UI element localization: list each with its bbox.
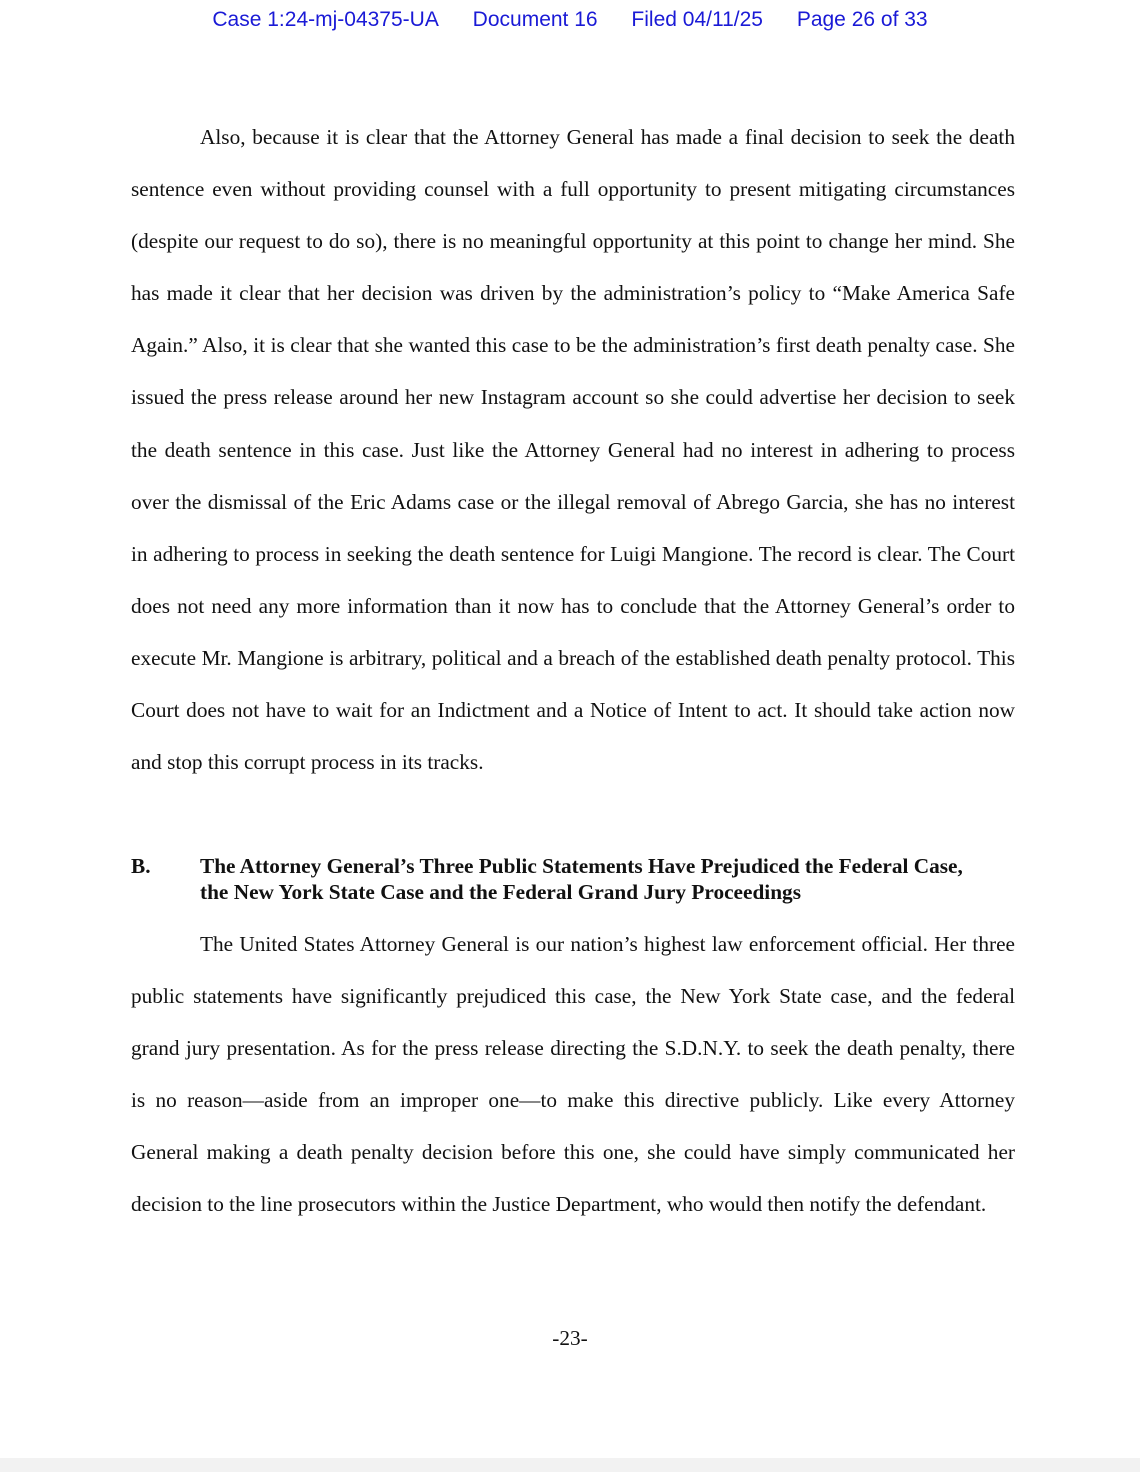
filed-date: Filed 04/11/25 — [631, 8, 763, 31]
ecf-filing-header — [0, 8, 1140, 38]
page-count: Page 26 of 33 — [796, 8, 928, 31]
viewer-bottom-edge — [0, 1458, 1140, 1472]
body-paragraph-1: Also, because it is clear that the Attorney General has made a final decision to seek the death sentence even without providing counsel with a full opportunity to present mitigating circumstances (despite our request to do so), there is no meaningful opportunity at this point to change her mind. She has made it clear that her decision was driven by the administration’s policy to “Make America Safe Again.” Also, it is clear that she wanted this case to be the administration’s first death penalty case. She issued the press release around her new Instagram account so she could advertise her decision to seek the death sentence in this case. Just like the Attorney General had no interest in adhering to process over the dismissal of the Eric Adams case or the illegal removal of Abrego Garcia, she has no interest in adhering to process in seeking the death sentence for Luigi Mangione. The record is clear. The Court does not need any more information than it now has to conclude that the Attorney General’s order to execute Mr. Mangione is arbitrary, political and a breach of the established death penalty protocol. This Court does not have to wait for an Indictment and a Notice of Intent to act. It should take action now and stop this corrupt process in its tracks. — [131, 125, 1015, 775]
section-title: The Attorney General’s Three Public Statements Have Prejudiced the Federal Case, the New York State Case and the Federal Grand Jury Proceedings — [200, 854, 963, 904]
case-number: Case 1:24-mj-04375-UA — [212, 8, 439, 31]
body-paragraph-2: The United States Attorney General is our nation’s highest law enforcement official. Her three public statements have significantly prejudiced this case, the New York State case, and the federal grand jury presentation. As for the press release directing the S.D.N.Y. to seek the death penalty, there is no reason—aside from an improper one—to make this directive publicly. Like every Attorney General making a death penalty decision before this one, she could have simply communicated her decision to the line prosecutors within the Justice Department, who would then notify the defendant. — [131, 932, 1015, 1217]
page-number: -23- — [552, 1326, 588, 1350]
document-number: Document 16 — [472, 8, 598, 31]
section-letter: B. — [131, 854, 151, 878]
